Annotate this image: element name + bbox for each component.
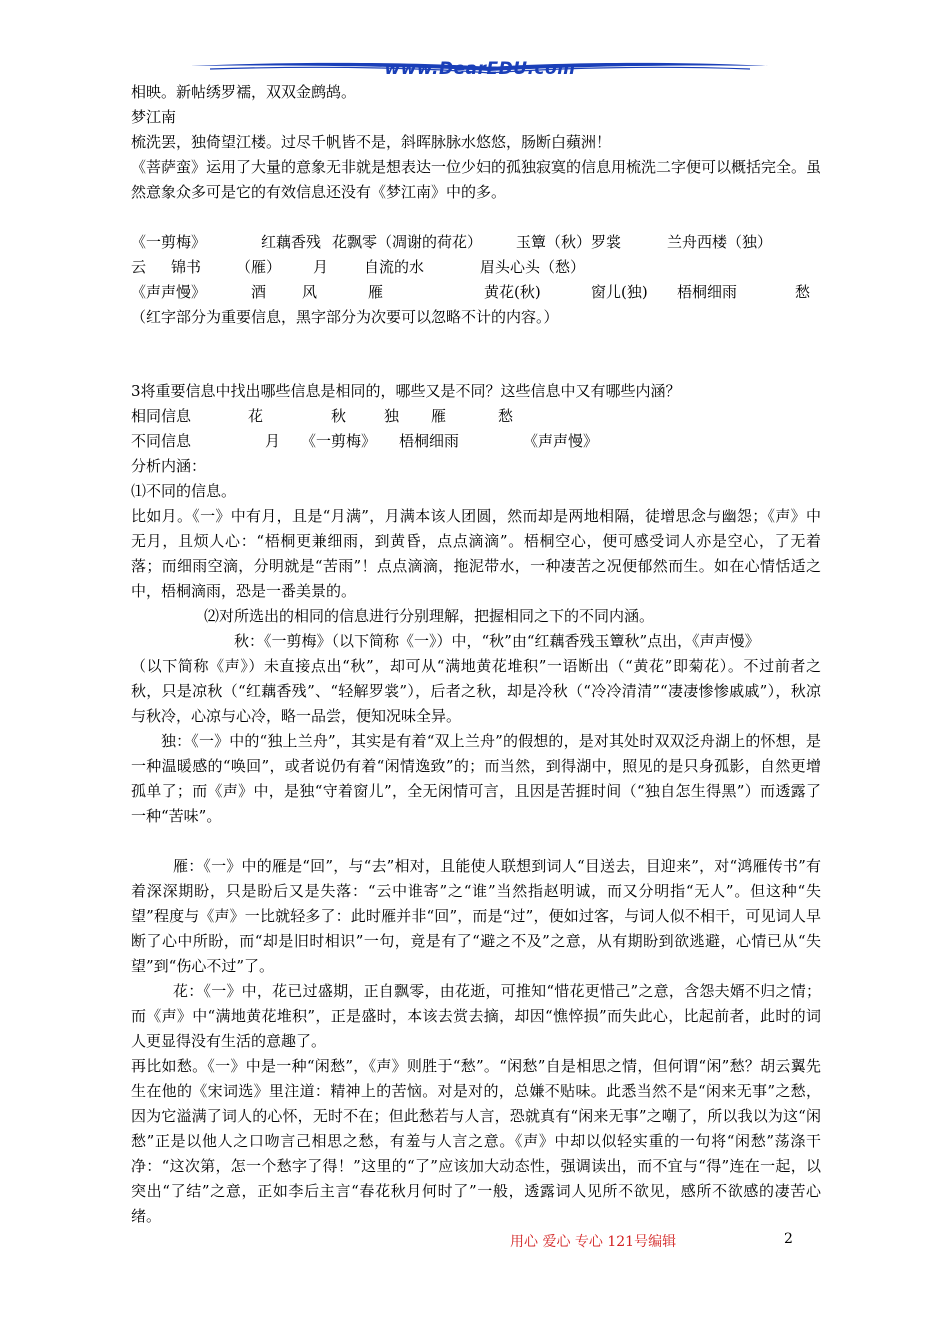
table-cell: 眉头心头（愁）	[480, 258, 586, 276]
table-cell: 云	[131, 258, 147, 276]
table-cell: 花	[248, 407, 264, 425]
header-site-name: www.DearEDU.com	[384, 59, 576, 79]
table-cell: 《一剪梅》	[131, 233, 207, 251]
table-cell: 风	[302, 283, 318, 301]
analysis-heading: 分析内涵：	[131, 457, 207, 475]
table2-same-row	[131, 404, 821, 429]
table-cell: 独	[384, 407, 400, 425]
table-cell: 锦书	[171, 258, 202, 276]
table-cell: 《声声慢》	[131, 283, 207, 301]
poem-text: 梳洗罢，独倚望江楼。过尽千帆皆不是，斜晖脉脉水悠悠，肠断白蘋洲！	[131, 133, 612, 151]
question-3: 3将重要信息中找出哪些信息是相同的，哪些又是不同？这些信息中又有哪些内涵？	[131, 382, 681, 400]
table-cell: （雁）	[236, 258, 282, 276]
table-cell: 秋	[331, 407, 347, 425]
table-cell: 自流的水	[364, 258, 425, 276]
text-line: 相映。新帖绣罗襦，双双金鹧鸪。	[131, 83, 357, 101]
table-cell: 月	[313, 258, 329, 276]
section-title: ⑴不同的信息。	[131, 482, 237, 500]
page-number: 2	[784, 1231, 793, 1247]
footer-editor-note: 用心 爱心 专心 121号编辑	[510, 1234, 677, 1250]
table-cell: 愁	[795, 283, 811, 301]
table-cell: 窗儿(独)	[591, 283, 648, 301]
paragraph: 秋：《一剪梅》（以下简称《一》）中，“秋”由“红藕香残玉簟秋”点出，《声声慢》	[234, 632, 760, 650]
table-cell: 雁	[368, 283, 384, 301]
table-cell: 玉簟（秋）罗裳	[516, 233, 622, 251]
table-cell: 不同信息	[131, 432, 192, 450]
table-cell: 《声声慢》	[523, 432, 599, 450]
paragraph: 花：《一》中，花已过盛期，正自飘零，由花逝，可推知“惜花更惜己”之意，含怨夫婿不归之情；而《声》中“满地黄花堆积”，正是盛时，本该去赏去摘，却因“憔悴损”而失此心，比起前者，此时的词人更显得没有生活的意趣了。	[131, 982, 821, 1050]
paragraph: 比如月。《一》中有月，且是“月满”，月满本该人团圆，然而却是两地相隔，徒增思念与幽怨；《声》中无月，且烦人心：“梧桐更兼细雨，到黄昏，点点滴滴”。梧桐空心，便可感受词人亦是空心，了无着落；而细雨空滴，分明就是“苦雨”！点点滴滴，拖泥带水，一种凄苦之况便郁然而生。如在心情恬适之中，梧桐滴雨，恐是一番美景的。	[131, 507, 821, 600]
paragraph: 《菩萨蛮》运用了大量的意象无非就是想表达一位少妇的孤独寂寞的信息用梳洗二字便可以概括完全。虽然意象众多可是它的有效信息还没有《梦江南》中的多。	[131, 158, 822, 201]
table-cell: 梧桐细雨	[399, 432, 460, 450]
table-cell: 雁	[431, 407, 447, 425]
section-title: ⑵对所选出的相同的信息进行分别理解，把握相同之下的不同内涵。	[204, 607, 655, 625]
table1-row2	[131, 255, 821, 280]
table-cell: 花飘零（凋谢的荷花）	[332, 233, 483, 251]
document-body	[131, 80, 821, 1229]
table-cell: 兰舟西楼（独）	[667, 233, 773, 251]
poem-title: 梦江南	[131, 108, 177, 126]
paragraph: 独：《一》中的“独上兰舟”，其实是有着“双上兰舟”的假想的，是对其处时双双泛舟湖上的怀想，是一种温暖感的“唤回”，或者说仍有着“闲情逸致”的；而当然，到得湖中，照见的是只身孤影，自然更增孤单了；而《声》中，是独“守着窗儿”，全无闲情可言，且因是苦捱时间（“独自怎生得黑”）而透露了一种“苦味”。	[131, 732, 821, 825]
table-cell: 酒	[251, 283, 267, 301]
table-cell: 梧桐细雨	[677, 283, 738, 301]
paragraph: 雁：《一》中的雁是“回”，与“去”相对，且能使人联想到词人“目送去，目迎来”，对“鸿雁传书”有着深深期盼，只是盼后又是失落：“云中谁寄”之“谁”当然指赵明诚，而又分明指“无人”。但这种“失望”程度与《声》一比就轻多了：此时雁并非“回”，而是“过”，便如过客，与词人似不相干，可见词人早断了心中所盼，而“却是旧时相识”一句，竟是有了“避之不及”之意，从有期盼到欲逃避，心情已从“失望”到“伤心不过”了。	[131, 857, 821, 975]
paragraph: （以下简称《声》）未直接点出“秋”，却可从“满地黄花堆积”一语断出（“黄花”即菊花）。不过前者之秋，只是凉秋（“红藕香残”、“轻解罗裳”），后者之秋，却是冷秋（“冷冷清清”“凄凄惨惨戚戚”），秋凉与秋冷，心凉与心冷，略一品尝，便知况味全异。	[131, 657, 821, 725]
table-cell: 红藕香残	[261, 233, 322, 251]
note: （红字部分为重要信息，黑字部分为次要可以忽略不计的内容。）	[131, 308, 559, 326]
table-cell: 黄花(秋)	[484, 283, 541, 301]
table-cell: 《一剪梅》	[301, 432, 377, 450]
table2-diff-row	[131, 429, 821, 454]
table1-row1	[131, 230, 821, 255]
table-cell: 月	[265, 432, 281, 450]
table1-row3	[131, 280, 821, 305]
table-cell: 愁	[498, 407, 514, 425]
table-cell: 相同信息	[131, 407, 192, 425]
paragraph: 再比如愁。《一》中是一种“闲愁”，《声》则胜于“愁”。“闲愁”自是相思之情，但何谓“闲”愁？胡云翼先生在他的《宋词选》里注道：精神上的苦恼。对是对的，总嫌不贴味。此悉当然不是“闲来无事”之愁，因为它溢满了词人的心怀，无时不在；但此愁若与人言，恐就真有“闲来无事”之嘲了，所以我以为这“闲愁”正是以他人之口吻言己相思之愁，有羞与人言之意。《声》中却以似轻实重的一句将“闲愁”荡涤干净：“这次第，怎一个愁字了得！”这里的“了”应该加大动态性，强调读出，而不宜与“得”连在一起，以突出“了结”之意，正如李后主言“春花秋月何时了”一般，透露词人见所不欲见，感所不欲感的凄苦心绪。	[131, 1057, 821, 1225]
